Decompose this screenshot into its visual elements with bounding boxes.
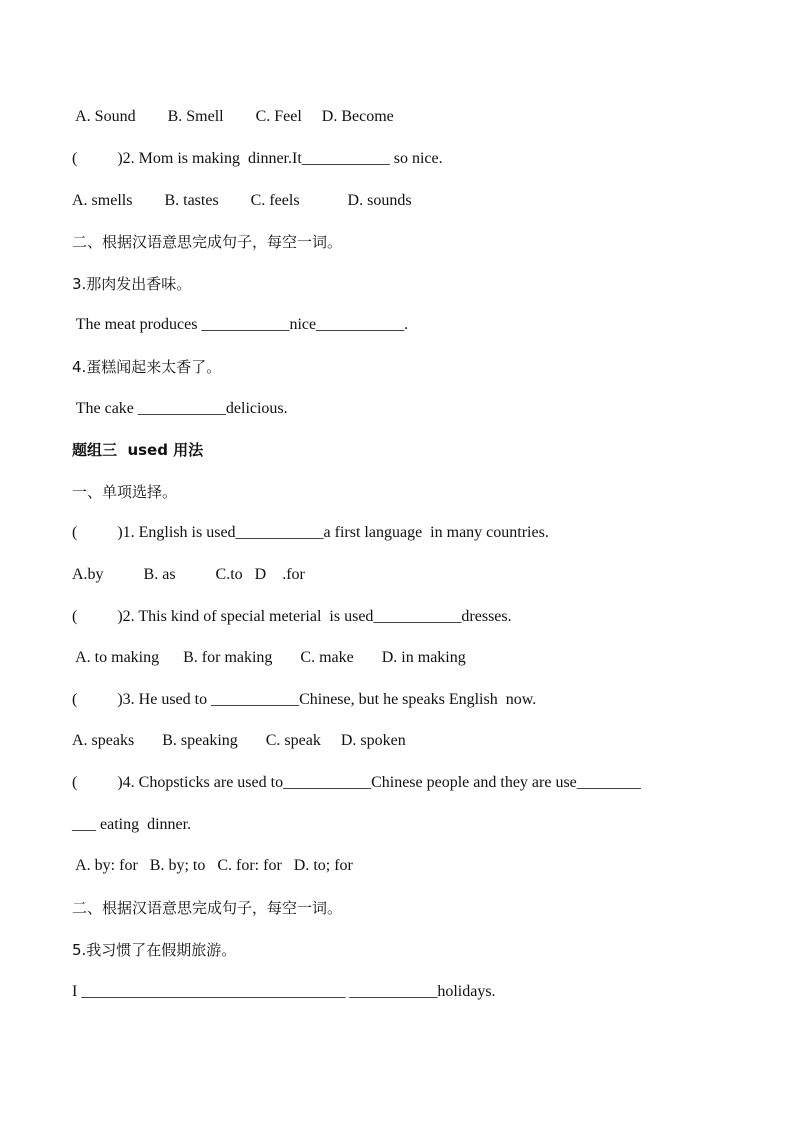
used-q4-question-cont: ___ eating dinner. — [72, 816, 192, 833]
used-q4-options: A. by: for B. by; to C. for: for D. to; for — [72, 857, 353, 874]
used-q2-options: A. to making B. for making C. make D. in making — [72, 649, 466, 666]
q4-prompt: 4.蛋糕闻起来太香了。 — [72, 358, 222, 376]
used-q3-options: A. speaks B. speaking C. speak D. spoken — [72, 732, 406, 749]
q5-sentence: I _________________________________ ___________holidays. — [72, 983, 496, 1000]
used-q3-question: ( )3. He used to ___________Chinese, but he speaks English now. — [72, 691, 537, 708]
group-three-title: 题组三 used 用法 — [72, 441, 204, 459]
section-heading-translation-2: 二、根据汉语意思完成句子，每空一词。 — [72, 899, 343, 917]
used-q1-question: ( )1. English is used___________a first language in many countries. — [72, 524, 549, 541]
used-q2-question: ( )2. This kind of special meterial is used___________dresses. — [72, 608, 512, 625]
q2-options: A. smells B. tastes C. feels D. sounds — [72, 192, 412, 209]
q1-options: A. Sound B. Smell C. Feel D. Become — [72, 108, 394, 125]
q5-prompt: 5.我习惯了在假期旅游。 — [72, 941, 237, 959]
q3-prompt: 3.那肉发出香味。 — [72, 275, 192, 293]
q2-question: ( )2. Mom is making dinner.It___________ so nice. — [72, 150, 443, 167]
section-heading-translation: 二、根据汉语意思完成句子，每空一词。 — [72, 233, 343, 251]
q3-sentence: The meat produces ___________nice___________. — [72, 316, 409, 333]
q4-sentence: The cake ___________delicious. — [72, 400, 288, 417]
used-q4-question: ( )4. Chopsticks are used to___________Chinese people and they are use________ — [72, 774, 641, 791]
section-heading-choice: 一、单项选择。 — [72, 483, 178, 501]
used-q1-options: A.by B. as C.to D .for — [72, 566, 305, 583]
